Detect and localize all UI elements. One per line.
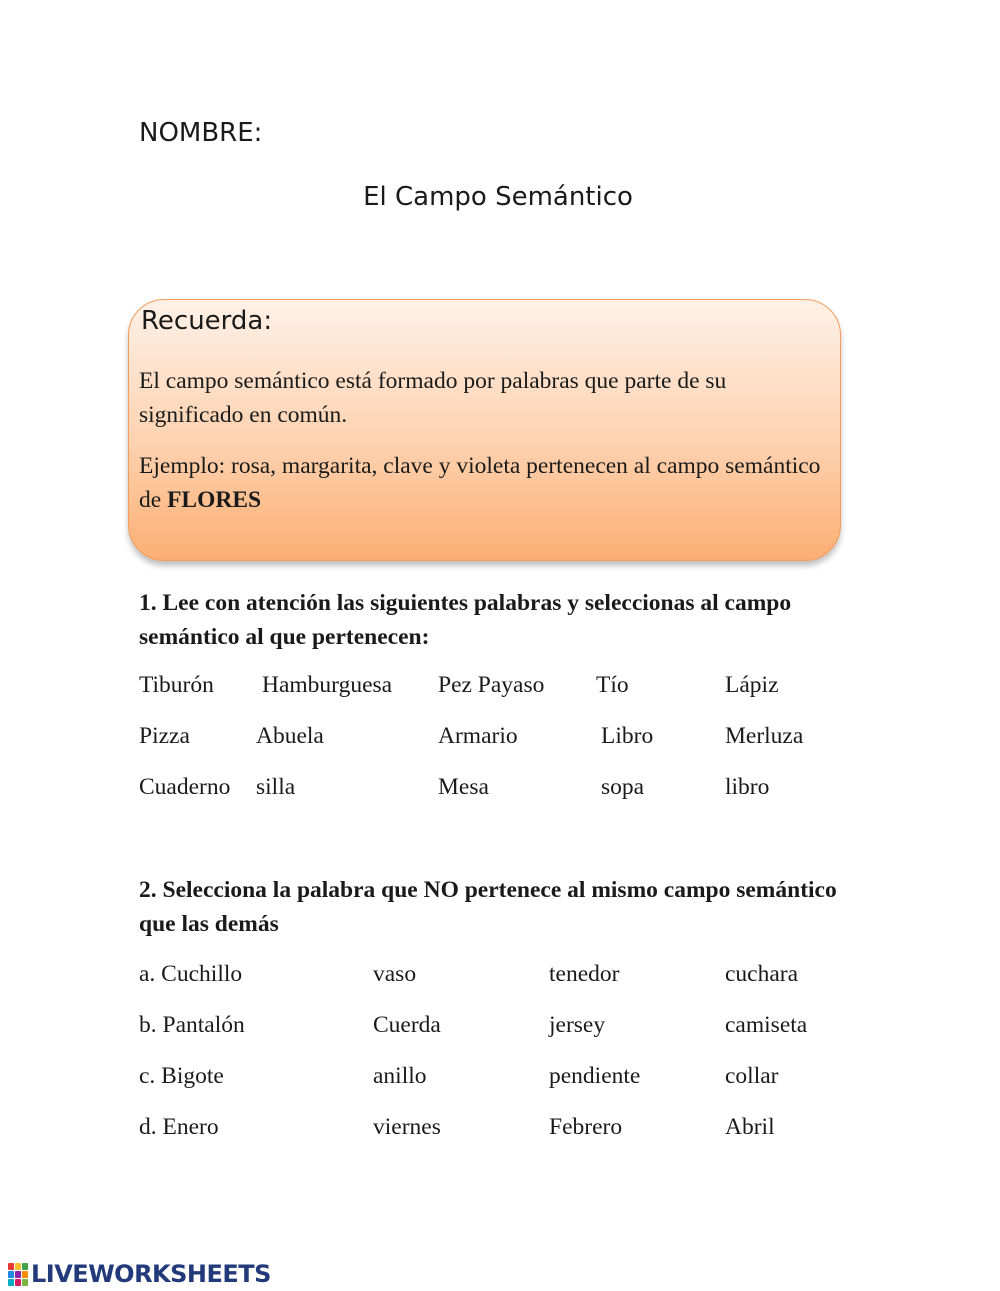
word-option[interactable]: camiseta [725,1012,808,1038]
exercise-1-prompt: 1. Lee con atención las siguientes palabras y seleccionas al campo semántico al que pertenecen: [139,590,792,650]
word-option[interactable]: viernes [373,1114,441,1140]
word-option[interactable]: Abril [725,1114,775,1140]
word-option[interactable]: Tiburón [139,672,214,698]
word-option[interactable]: jersey [549,1012,606,1038]
row-label: d. Enero [139,1114,219,1140]
word-option[interactable]: sopa [601,774,645,800]
word-option[interactable]: Armario [438,723,518,749]
word-option[interactable]: Febrero [549,1114,623,1140]
example-text: Ejemplo: rosa, margarita, clave y violeta pertenecen al campo semántico de [139,453,821,513]
liveworksheets-logo-icon [8,1263,28,1286]
reminder-definition: El campo semántico está formado por palabras que parte de su significado en común. [139,368,727,428]
word-option[interactable]: Tío [596,672,629,698]
word-option[interactable]: silla [256,774,296,800]
name-label: NOMBRE: [139,118,263,148]
liveworksheets-logo [8,1260,271,1288]
exercise-2-prompt: 2. Selecciona la palabra que NO pertenece al mismo campo semántico que las demás [139,877,837,937]
word-option[interactable]: anillo [373,1063,427,1089]
reminder-example [139,449,829,517]
example-keyword: FLORES [167,487,262,513]
word-option[interactable]: Lápiz [725,672,779,698]
row-label: b. Pantalón [139,1012,245,1038]
word-option[interactable]: pendiente [549,1063,641,1089]
word-option[interactable]: vaso [373,961,417,987]
word-option[interactable]: Mesa [438,774,489,800]
word-option[interactable]: cuchara [725,961,799,987]
row-label: c. Bigote [139,1063,224,1089]
word-option[interactable]: Hamburguesa [262,672,393,698]
word-option[interactable]: Libro [601,723,654,749]
word-option[interactable]: Merluza [725,723,804,749]
liveworksheets-logo-text: LIVEWORKSHEETS [31,1260,271,1288]
reminder-title: Recuerda: [141,306,273,336]
word-option[interactable]: libro [725,774,770,800]
word-option[interactable]: collar [725,1063,779,1089]
word-option[interactable]: tenedor [549,961,620,987]
word-option[interactable]: Cuerda [373,1012,441,1038]
word-option[interactable]: Pez Payaso [438,672,545,698]
word-option[interactable]: Abuela [256,723,324,749]
page-title: El Campo Semántico [363,182,633,212]
word-option[interactable]: Pizza [139,723,190,749]
word-option[interactable]: Cuaderno [139,774,231,800]
row-label: a. Cuchillo [139,961,243,987]
